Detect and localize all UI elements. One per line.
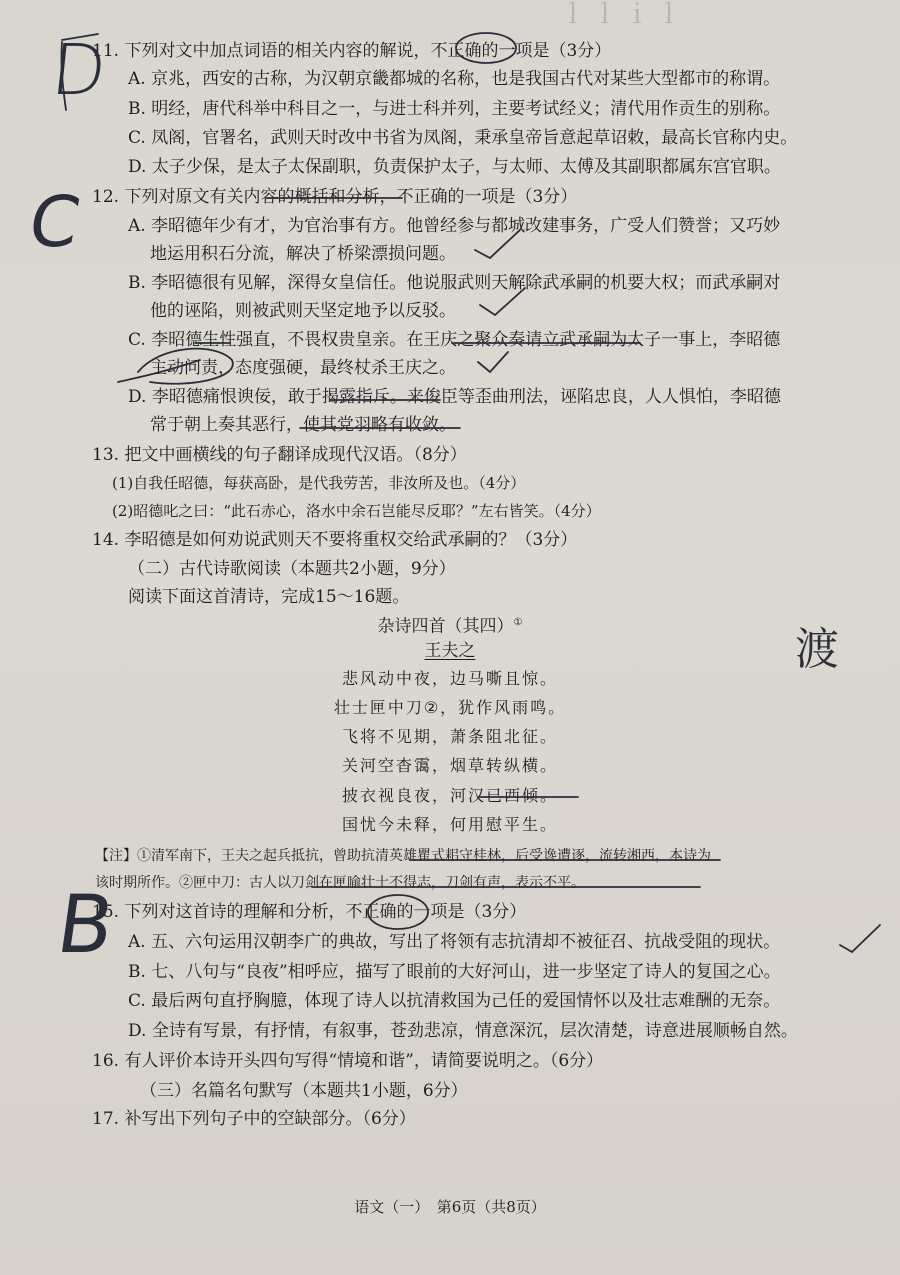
section2-instruction: 阅读下面这首清诗，完成15～16题。 — [128, 587, 410, 607]
q11-option-c: C. 凤阁，官署名，武则天时改中书省为凤阁，秉承皇帝旨意起草诏敕，最高长官称内史。 — [128, 128, 798, 148]
poem-line-2: 壮士匣中刀②，犹作风雨鸣。 — [333, 698, 567, 717]
q15-option-d: D. 全诗有写景，有抒情，有叙事，苍劲悲凉，情意深沉，层次清楚，诗意进展顺畅自然。 — [128, 1021, 798, 1041]
q11-option-a: A. 京兆，西安的古称，为汉朝京畿都城的名称，也是我国古代对某些大型都市的称谓。 — [128, 69, 781, 89]
q15-option-a: A. 五、六句运用汉朝李广的典故，写出了将领有志抗清却不被征召、抗战受阻的现状。 — [128, 932, 781, 952]
handwritten-mark-q12: C — [22, 181, 87, 263]
handwritten-mark-q11: D — [47, 29, 111, 111]
section3-heading: （三）名篇名句默写（本题共1小题，6分） — [140, 1081, 468, 1101]
poem-line-1: 悲风动中夜，边马嘶且惊。 — [341, 669, 558, 688]
q11-option-b: B. 明经，唐代科举中科目之一，与进士科并列，主要考试经义；清代用作贡生的别称。 — [128, 99, 781, 119]
q14-stem: 14. 李昭德是如何劝说武则天不要将重权交给武承嗣的？（3分） — [92, 530, 578, 550]
q12-option-b: B. 李昭德很有见解，深得女皇信任。他说服武则天解除武承嗣的机要大权；而武承嗣对 — [128, 273, 781, 293]
q13-item-1: (1)自我任昭德，每获高卧，是代我劳苦，非汝所及也。（4分） — [112, 474, 526, 492]
q12-option-d-cont: 常于朝上奏其恶行，使其党羽略有收敛。 — [150, 415, 456, 435]
q11-option-d: D. 太子少保，是太子太保副职，负责保护太子，与太师、太傅及其副职都属东宫官职。 — [128, 157, 781, 177]
poem-note-line-2: 该时期所作。②匣中刀：古人以刀剑在匣喻壮士不得志，刀剑有声，表示不平。 — [95, 875, 585, 891]
poem-title-row — [0, 612, 900, 638]
tick-q12-c — [478, 352, 508, 372]
q15-option-c: C. 最后两句直抒胸臆，体现了诗人以抗清救国为己任的爱国情怀以及壮志难酬的无奈。 — [128, 991, 781, 1011]
bleed-through-mark: ｌｌｉｌ — [560, 0, 689, 30]
q12-option-a: A. 李昭德年少有才，为官治事有方。他曾经参与都城改建事务，广受人们赞誉；又巧妙 — [128, 216, 781, 236]
poem-title-note: ① — [513, 617, 523, 628]
q12-stem: 12. 下列对原文有关内容的概括和分析，不正确的一项是（3分） — [92, 187, 578, 207]
handwritten-mark-q15: B — [51, 878, 120, 971]
poem-author: 王夫之 — [424, 641, 476, 661]
q13-stem: 13. 把文中画横线的句子翻译成现代汉语。（8分） — [92, 445, 467, 465]
q12-option-a-cont: 地运用积石分流，解决了桥梁漂损问题。 — [150, 244, 456, 264]
q12-option-b-cont: 他的诬陷，则被武则天坚定地予以反驳。 — [150, 301, 456, 321]
section2-heading: （二）古代诗歌阅读（本题共2小题，9分） — [128, 559, 456, 579]
q15-stem: 15. 下列对这首诗的理解和分析，不正确的一项是（3分） — [92, 902, 527, 922]
handwritten-side-char: 渡 — [795, 624, 839, 675]
q11-stem: 11. 下列对文中加点词语的相关内容的解说，不正确的一项是（3分） — [92, 41, 612, 61]
page-footer: 语文（一） 第6页（共8页） — [354, 1198, 546, 1216]
poem-note-line-1: 【注】①清军南下，王夫之起兵抵抗，曾助抗清英雄瞿式耜守桂林，后受谗遭逐，流转湘西，本诗为 — [95, 848, 711, 864]
poem-title: 杂诗四首（其四） — [377, 616, 514, 637]
q17-stem: 17. 补写出下列句子中的空缺部分。（6分） — [92, 1109, 416, 1129]
tick-q15-a — [840, 925, 880, 952]
poem-line-3: 飞将不见期，萧条阻北征。 — [341, 727, 558, 746]
q13-item-2: (2)昭德叱之曰：“此石赤心，洛水中余石岂能尽反耶？”左右皆笑。（4分） — [112, 502, 601, 520]
q12-option-d: D. 李昭德痛恨谀佞，敢于揭露指斥。来俊臣等歪曲刑法，诬陷忠良，人人惧怕，李昭德 — [128, 387, 781, 407]
poem-line-6: 国忧今未释，何用慰平生。 — [341, 815, 558, 834]
q12-option-c: C. 李昭德生性强直，不畏权贵皇亲。在王庆之聚众奏请立武承嗣为太子一事上，李昭德 — [128, 330, 781, 350]
q15-option-b: B. 七、八句与“良夜”相呼应，描写了眼前的大好河山，进一步坚定了诗人的复国之心。 — [128, 962, 781, 982]
q16-stem: 16. 有人评价本诗开头四句写得“情境和谐”，请简要说明之。（6分） — [92, 1051, 604, 1071]
q12-option-c-cont: 主动问责，态度强硬，最终杖杀王庆之。 — [150, 358, 456, 378]
poem-line-5: 披衣视良夜，河汉已西倾。 — [341, 786, 558, 805]
poem-line-4: 关河空杳霭，烟草转纵横。 — [341, 756, 558, 775]
